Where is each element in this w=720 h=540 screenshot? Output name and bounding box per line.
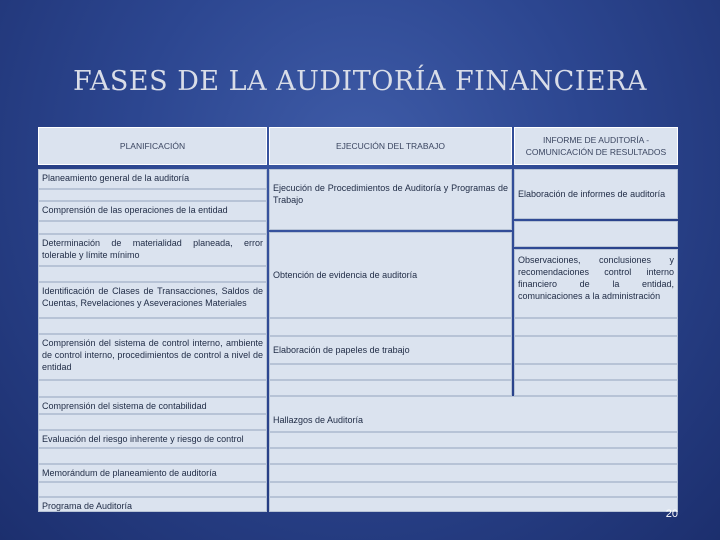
blank-cell	[514, 364, 678, 380]
blank-cell	[38, 448, 267, 464]
comprension-operaciones-cell: Comprensión de las operaciones de la entidad	[38, 201, 267, 221]
header-ejecucion: EJECUCIÓN DEL TRABAJO	[269, 127, 512, 165]
control-interno-cell: Comprensión del sistema de control interno, ambiente de control interno, procedimientos de control a nivel de entidad	[38, 334, 267, 380]
blank-cell	[269, 482, 678, 497]
programa-cell: Programa de Auditoría	[38, 497, 267, 512]
blank-cell	[38, 189, 267, 201]
materialidad-cell: Determinación de materialidad planeada, error tolerable y límite mínimo	[38, 234, 267, 266]
blank-cell	[514, 221, 678, 247]
elaboracion-informes-cell: Elaboración de informes de auditoría	[514, 169, 678, 219]
blank-cell	[38, 414, 267, 430]
blank-cell	[38, 221, 267, 234]
blank-cell	[38, 380, 267, 397]
slide-title: FASES DE LA AUDITORÍA FINANCIERA	[73, 66, 647, 97]
blank-cell	[38, 318, 267, 334]
blank-cell	[269, 432, 678, 448]
memorandum-cell: Memorándum de planeamiento de auditoría	[38, 464, 267, 482]
blank-cell	[269, 448, 678, 464]
contabilidad-cell: Comprensión del sistema de contabilidad	[38, 397, 267, 414]
observaciones-cell: Observaciones, conclusiones y recomendaciones control interno financiero de la entidad, comunicaciones a la administración	[514, 249, 678, 318]
page-number: 20	[665, 508, 678, 520]
blank-cell	[269, 380, 512, 396]
blank-cell	[38, 482, 267, 497]
blank-cell	[38, 266, 267, 282]
hallazgos-cell: Hallazgos de Auditoría	[269, 396, 678, 432]
papeles-cell: Elaboración de papeles de trabajo	[269, 336, 512, 364]
blank-cell	[269, 318, 512, 336]
header-informe: INFORME DE AUDITORÍA - COMUNICACIÓN DE RESULTADOS	[514, 127, 678, 165]
blank-cell	[269, 364, 512, 380]
blank-cell	[269, 497, 678, 512]
header-planificacion: PLANIFICACIÓN	[38, 127, 267, 165]
blank-cell	[514, 318, 678, 336]
procedimientos-cell: Ejecución de Procedimientos de Auditoría y Programas de Trabajo	[269, 169, 512, 230]
identificacion-cell: Identificación de Clases de Transacciones, Saldos de Cuentas, Revelaciones y Aseveraciones Materiales	[38, 282, 267, 318]
planeamiento-cell: Planeamiento general de la auditoría	[38, 169, 267, 189]
blank-cell	[514, 380, 678, 396]
evidencia-cell: Obtención de evidencia de auditoría	[269, 232, 512, 318]
blank-cell	[514, 336, 678, 364]
riesgo-cell: Evaluación del riesgo inherente y riesgo de control	[38, 430, 267, 448]
blank-cell	[269, 464, 678, 482]
